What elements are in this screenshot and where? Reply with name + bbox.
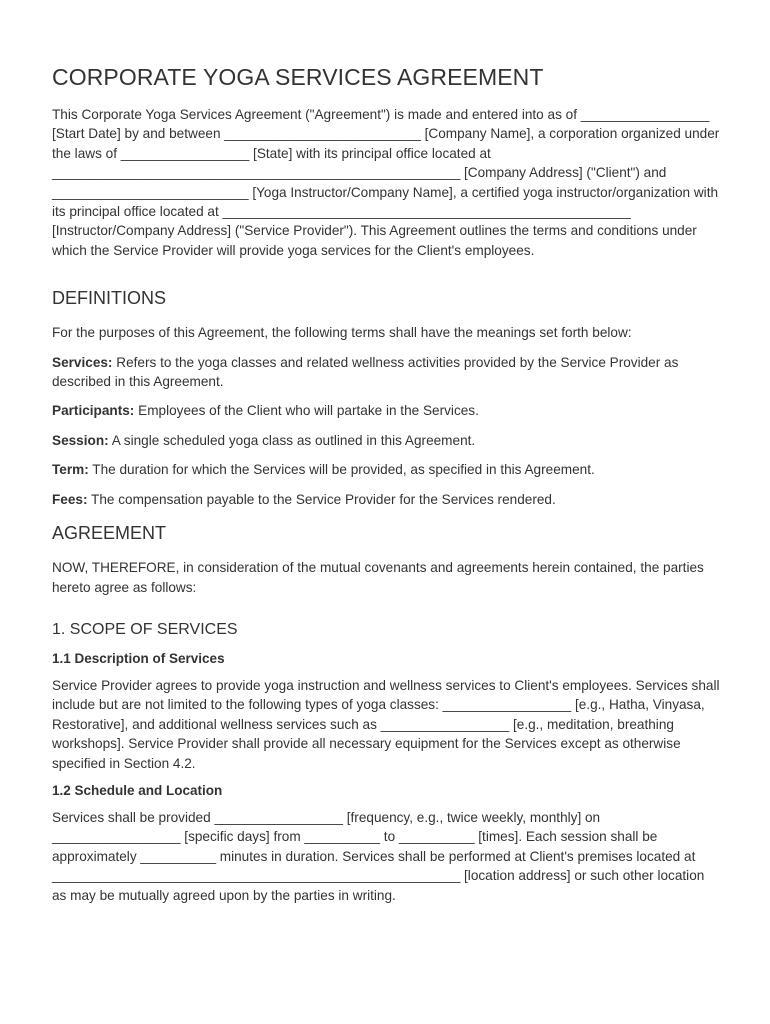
definition-term: Term: (52, 462, 89, 478)
definition-services (52, 353, 720, 392)
subsection-1-2-paragraph: Services shall be provided _________________ [frequency, e.g., twice weekly, monthly] on _________________ [specific days] from __________ to __________ [times]. Each session shall be approximately __________ minutes in duration. Services shall be performed at Client's premises located at ______________________________________________________ [location address] or such other location as may be mutually agreed upon by the parties in writing. (52, 809, 705, 903)
agreement-heading: AGREEMENT (52, 523, 167, 544)
definition-text: Employees of the Client who will partake in the Services. (138, 403, 479, 419)
definition-participants (52, 401, 720, 420)
definition-term: Services: (52, 354, 113, 370)
definitions-lead: For the purposes of this Agreement, the following terms shall have the meanings set forth below: (52, 325, 632, 341)
document-title: CORPORATE YOGA SERVICES AGREEMENT (52, 64, 544, 90)
definition-text: The duration for which the Services will be provided, as specified in this Agreement. (92, 462, 595, 478)
document-page (52, 64, 720, 915)
definition-term: Participants: (52, 403, 135, 419)
definition-term-item (52, 460, 720, 479)
section-1-heading: 1. SCOPE OF SERVICES (52, 620, 238, 638)
definition-session (52, 431, 720, 450)
subsection-1-1-heading: 1.1 Description of Services (52, 650, 225, 666)
subsection-1-2-heading: 1.2 Schedule and Location (52, 782, 223, 798)
definition-fees (52, 490, 720, 509)
subsection-1-1-paragraph: Service Provider agrees to provide yoga instruction and wellness services to Client's employees. Services shall include but are not limited to the following types of yoga classes: _________________ [e.g., Hatha, Vinyasa, Restorative], and additional wellness services such as _________________ [e.g., meditation, breathing workshops]. Service Provider shall provide all necessary equipment for the Services except as otherwise specified in Section 4.2. (52, 677, 720, 771)
definition-term: Session: (52, 432, 109, 448)
definition-text: The compensation payable to the Service Provider for the Services rendered. (91, 491, 556, 507)
definition-text: A single scheduled yoga class as outlined in this Agreement. (111, 432, 476, 448)
definition-term: Fees: (52, 491, 88, 507)
definitions-heading: DEFINITIONS (52, 288, 167, 309)
intro-paragraph: This Corporate Yoga Services Agreement ("Agreement") is made and entered into as of _________________ [Start Date] by and between __________________________ [Company Name], a corporation organized under the laws of _________________ [State] with its principal office located at ______________________________________________________ [Company Address] ("Client") and __________________________ [Yoga Instructor/Company Name], a certified yoga instructor/organization with its principal office located at ______________________________________________________ [Instructor/Company Address] ("Service Provider"). This Agreement outlines the terms and conditions under which the Service Provider will provide yoga services for the Client's employees. (52, 107, 720, 258)
agreement-paragraph: NOW, THEREFORE, in consideration of the mutual covenants and agreements herein contained, the parties hereto agree as follows: (52, 560, 704, 595)
definition-text: Refers to the yoga classes and related wellness activities provided by the Service Provider as described in this Agreement. (52, 354, 679, 390)
